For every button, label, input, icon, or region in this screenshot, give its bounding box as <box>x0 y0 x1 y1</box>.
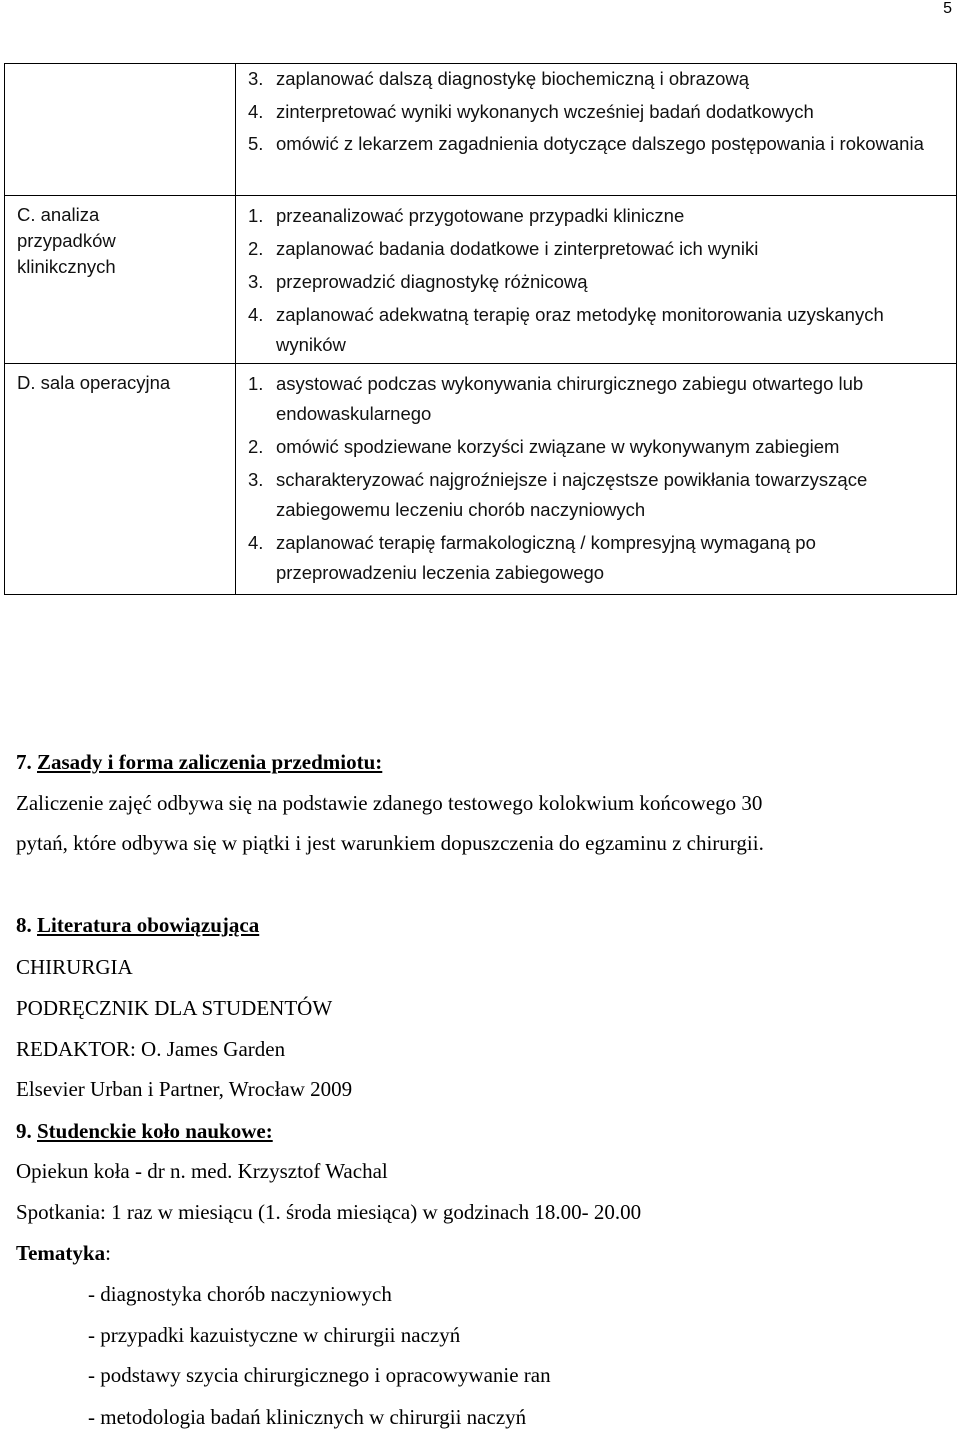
topics-label: Tematyka: <box>16 1241 111 1265</box>
items-cell <box>236 64 957 196</box>
list-item: 3. przeprowadzić diagnostykę różnicową <box>248 271 588 292</box>
items-cell <box>236 196 957 364</box>
category-cell-empty <box>5 64 236 196</box>
table-row <box>5 196 957 364</box>
category-cell <box>5 364 236 595</box>
book-publisher: Elsevier Urban i Partner, Wrocław 2009 <box>16 1077 353 1101</box>
section-8-heading: 8. Literatura obowiązująca <box>16 913 260 937</box>
category-cell <box>5 196 236 364</box>
club-meetings: Spotkania: 1 raz w miesiącu (1. środa miesiąca) w godzinach 18.00- 20.00 <box>16 1200 642 1224</box>
table-row <box>5 364 957 595</box>
objectives-table <box>4 63 957 595</box>
list-item: 2. zaplanować badania dodatkowe i zinterpretować ich wyniki <box>248 238 759 259</box>
section-9-heading: 9. Studenckie koło naukowe: <box>16 1119 273 1143</box>
list-item: 3. zaplanować dalszą diagnostykę biochemiczną i obrazową <box>248 68 750 89</box>
book-title: CHIRURGIA <box>16 955 133 979</box>
category-label: C. analiza przypadków klinikcznych <box>17 204 116 277</box>
section-7-line-1: Zaliczenie zajęć odbywa się na podstawie zdanego testowego kolokwium końcowego 30 <box>16 791 763 815</box>
list-item: 3. scharakteryzować najgroźniejsze i najczęstsze powikłania towarzyszące zabiegowemu leczeniu chorób naczyniowych <box>248 469 868 520</box>
list-item: - przypadki kazuistyczne w chirurgii naczyń <box>88 1323 461 1347</box>
category-label: D. sala operacyjna <box>17 372 171 393</box>
club-supervisor: Opiekun koła - dr n. med. Krzysztof Wachal <box>16 1159 388 1183</box>
list-item: - podstawy szycia chirurgicznego i opracowywanie ran <box>88 1363 551 1387</box>
list-item: 4. zaplanować adekwatną terapię oraz metodykę monitorowania uzyskanych wyników <box>248 304 884 355</box>
list-item: 1. asystować podczas wykonywania chirurgicznego zabiegu otwartego lub endowaskularnego <box>248 373 864 424</box>
list-item: - diagnostyka chorób naczyniowych <box>88 1282 392 1306</box>
table-row <box>5 64 957 196</box>
list-item: 1. przeanalizować przygotowane przypadki kliniczne <box>248 205 685 226</box>
list-item: 4. zinterpretować wyniki wykonanych wcześniej badań dodatkowych <box>248 101 814 122</box>
section-7-heading: 7. Zasady i forma zaliczenia przedmiotu: <box>16 750 383 774</box>
section-7-line-2: pytań, które odbywa się w piątki i jest warunkiem dopuszczenia do egzaminu z chirurgii. <box>16 831 764 855</box>
book-subtitle: PODRĘCZNIK DLA STUDENTÓW <box>16 996 333 1020</box>
items-cell <box>236 364 957 595</box>
list-item: - metodologia badań klinicznych w chirurgii naczyń <box>88 1405 527 1429</box>
list-item: 5. omówić z lekarzem zagadnienia dotyczące dalszego postępowania i rokowania <box>248 133 924 154</box>
book-editor: REDAKTOR: O. James Garden <box>16 1037 286 1061</box>
list-item: 2. omówić spodziewane korzyści związane w wykonywanym zabiegiem <box>248 436 840 457</box>
page-number: 5 <box>943 0 952 17</box>
list-item: 4. zaplanować terapię farmakologiczną / kompresyjną wymaganą po przeprowadzeniu leczenia zabiegowego <box>248 532 816 583</box>
